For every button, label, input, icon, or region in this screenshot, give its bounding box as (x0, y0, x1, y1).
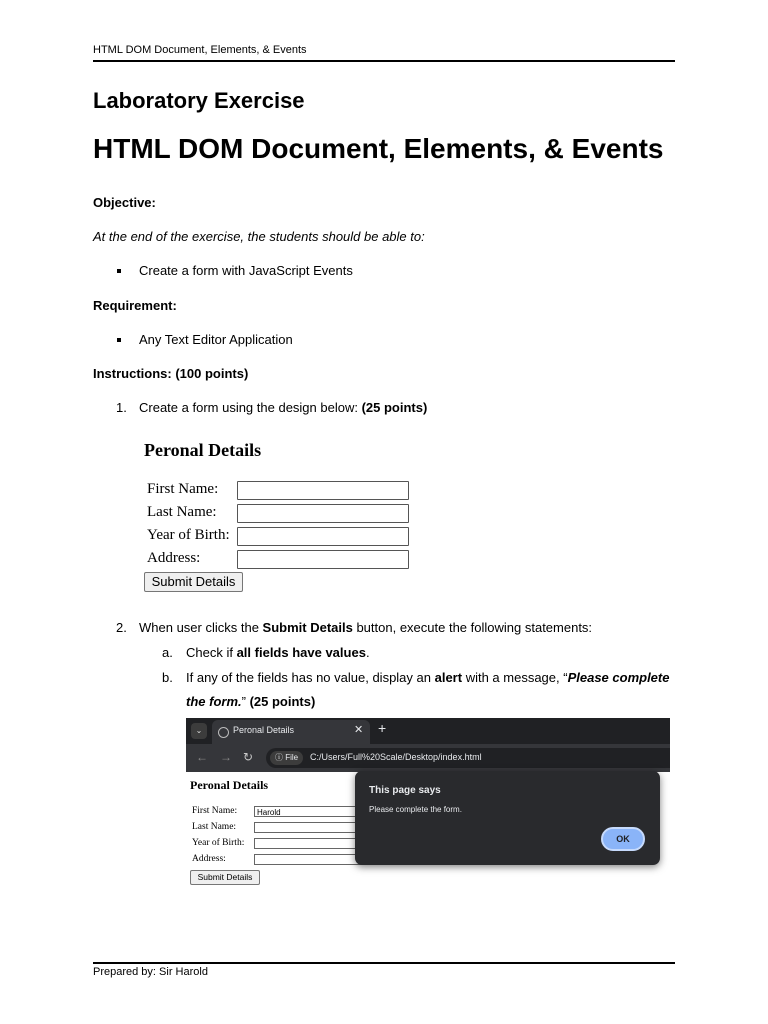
globe-icon (218, 727, 229, 738)
instructions-heading: Instructions: (100 points) (93, 366, 249, 381)
back-arrow-icon: ← (196, 750, 208, 764)
alert-title: This page says (369, 785, 441, 796)
objective-intro: At the end of the exercise, the students should be able to: (93, 229, 425, 244)
last-name-field (237, 504, 409, 523)
item-2a-letter: a. (162, 645, 173, 660)
page-footer: Prepared by: Sir Harold (93, 966, 208, 978)
browser-screenshot (186, 718, 670, 890)
alert-message: Please complete the form. (369, 805, 462, 814)
item-2b-text-cont: the form.” (25 points) (186, 694, 316, 709)
browser-page-title: Peronal Details (190, 778, 269, 792)
file-chip: ⓘ File (270, 751, 303, 765)
browser-nav-bar (186, 744, 670, 772)
alert-dialog (355, 771, 660, 865)
year-of-birth-field (237, 527, 409, 546)
address-field (237, 550, 409, 569)
document-subtitle: Laboratory Exercise (93, 88, 305, 113)
last-name-label: Last Name: (147, 504, 217, 520)
page-header: HTML DOM Document, Elements, & Events (93, 44, 307, 56)
close-icon: ✕ (354, 724, 364, 736)
objective-heading: Objective: (93, 195, 156, 210)
submit-details-button: Submit Details (144, 572, 243, 592)
item-2a-text: Check if all fields have values. (186, 645, 370, 660)
footer-divider (93, 962, 675, 964)
bullet-icon (117, 269, 121, 273)
sample-form-title: Peronal Details (144, 440, 262, 460)
first-name-label: First Name: (147, 481, 219, 497)
browser-submit-button: Submit Details (190, 870, 260, 885)
requirement-heading: Requirement: (93, 298, 177, 313)
browser-last-name-label: Last Name: (192, 822, 237, 832)
reload-icon: ↻ (243, 750, 254, 764)
browser-tab (212, 720, 370, 744)
item-1-number: 1. (116, 400, 127, 415)
browser-address-label: Address: (192, 854, 226, 864)
browser-first-name-field: Harold (254, 806, 372, 817)
address-label: Address: (147, 550, 201, 566)
url-text: C:/Users/Full%20Scale/Desktop/index.html (310, 752, 482, 762)
requirement-bullet: Any Text Editor Application (139, 332, 293, 347)
header-divider (93, 60, 675, 62)
item-1-text: Create a form using the design below: (25 points) (139, 400, 428, 415)
document-title: HTML DOM Document, Elements, & Events (93, 133, 664, 164)
forward-arrow-icon: → (220, 750, 232, 764)
item-2-number: 2. (116, 620, 127, 635)
address-bar (266, 748, 670, 768)
first-name-field (237, 481, 409, 500)
browser-first-name-label: First Name: (192, 806, 238, 816)
tab-search-chevron-icon: ⌄ (191, 723, 207, 739)
item-2b-text: If any of the fields has no value, display an alert with a message, “Please complete (186, 670, 670, 685)
item-2-text: When user clicks the Submit Details button, execute the following statements: (139, 620, 593, 635)
objective-bullet: Create a form with JavaScript Events (139, 263, 353, 278)
bullet-icon (117, 338, 121, 342)
tab-title: Peronal Details (233, 725, 295, 735)
browser-tab-bar (186, 718, 670, 744)
alert-ok-button: OK (601, 827, 645, 851)
item-2b-letter: b. (162, 670, 173, 685)
new-tab-icon: + (378, 720, 387, 736)
year-of-birth-label: Year of Birth: (147, 527, 230, 543)
browser-year-of-birth-label: Year of Birth: (192, 838, 245, 848)
